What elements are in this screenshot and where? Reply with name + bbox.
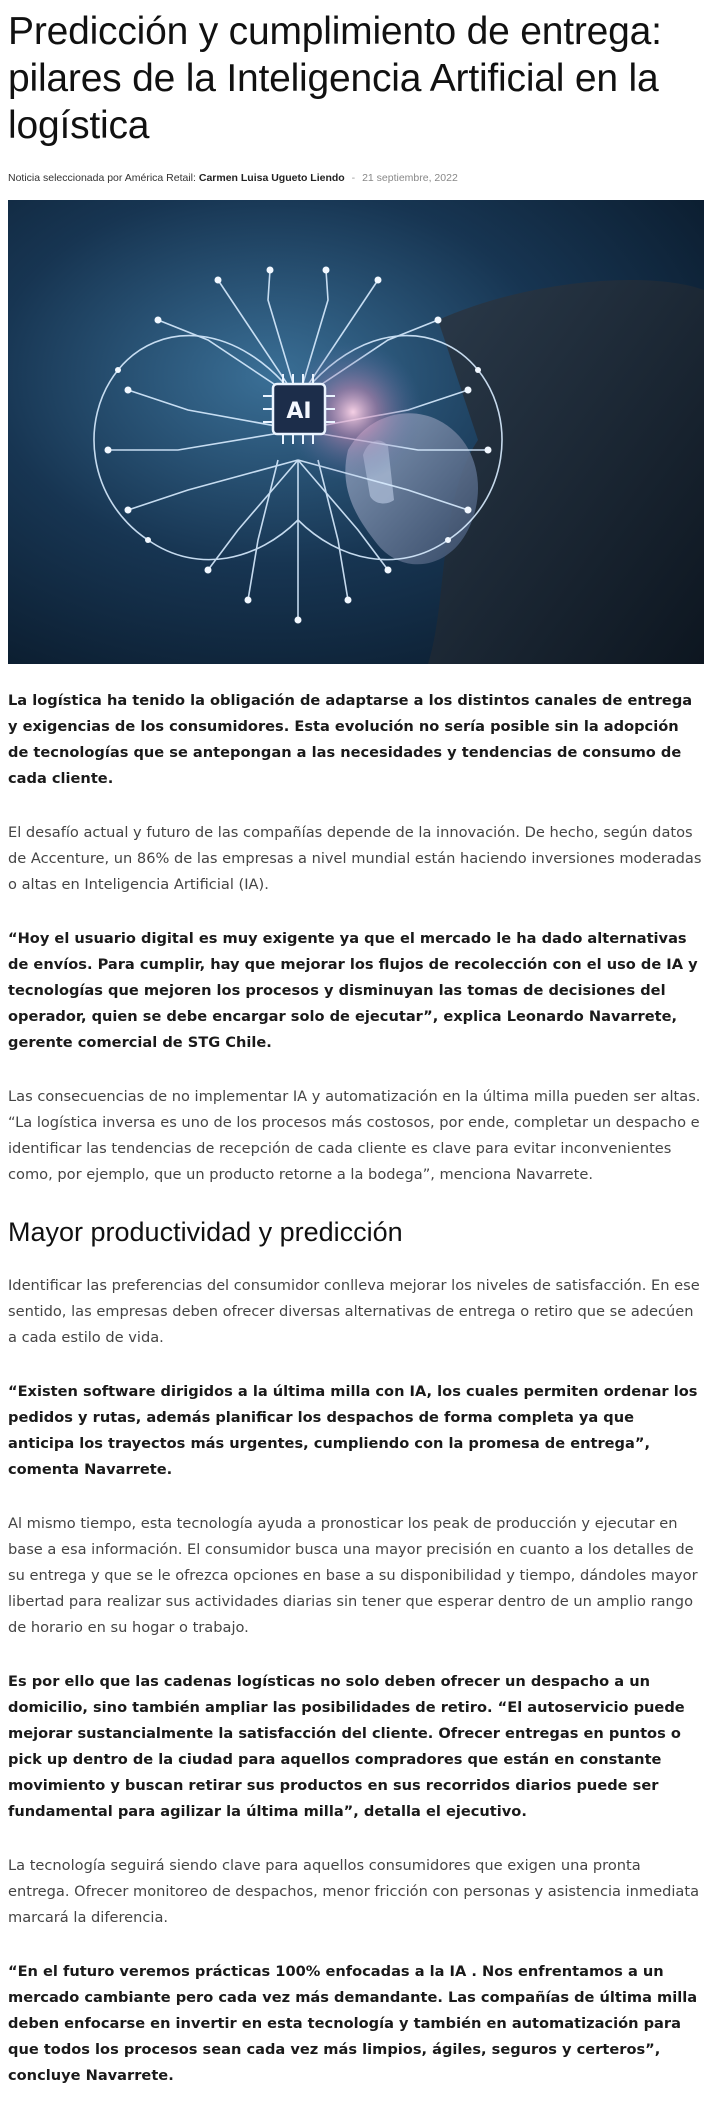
meta-prefix: Noticia seleccionada por América Retail: [8, 172, 196, 184]
paragraph: La tecnología seguirá siendo clave para aquellos consumidores que exigen una pronta entrega. Ofrecer monitoreo de despachos, menor fricción con personas y asistencia inmediata marcará la diferencia. [8, 1857, 700, 1926]
ai-chip-label: AI [286, 399, 312, 424]
article-title: Predicción y cumplimiento de entrega: pilares de la Inteligencia Artificial en la logística [8, 10, 662, 147]
paragraph: Al mismo tiempo, esta tecnología ayuda a pronosticar los peak de producción y ejecutar en base a esa información. El consumidor busca una mayor precisión en cuanto a los detalles de su entrega y que se le ofrezca opciones en base a su disponibilidad y tiempo, dándoles mayor libertad para realizar sus actividades diarias sin tener que esperar dentro de un amplio rango de horario en su hogar o trabajo. [8, 1515, 698, 1636]
article-body [8, 688, 704, 2117]
section-heading: Mayor productividad y predicción [8, 1217, 403, 1247]
quote-paragraph: Es por ello que las cadenas logísticas no solo deben ofrecer un despacho a un domicilio, sino también ampliar las posibilidades de retiro. “El autoservicio puede mejorar sustancialmente la satisfacción del cliente. Ofrecer entregas en puntos o pick up dentro de la ciudad para aquellos compradores que están en constante movimiento y buscan retirar sus productos en sus recorridos diarios puede ser fundamental para agilizar la última milla”, detalla el ejecutivo. [8, 1673, 685, 1820]
author-link[interactable]: Carmen Luisa Ugueto Liendo [198, 172, 345, 184]
quote-paragraph: “Existen software dirigidos a la última milla con IA, los cuales permiten ordenar los pedidos y rutas, además planificar los despachos de forma completa ya que anticipa los trayectos más urgentes, cumpliendo con la promesa de entrega”, comenta Navarrete. [8, 1383, 698, 1478]
quote-paragraph: “En el futuro veremos prácticas 100% enfocadas a la IA . Nos enfrentamos a un mercado cambiante pero cada vez más demandante. Las compañías de última milla deben enfocarse en invertir en esta tecnología y también en automatización para que todos los procesos sean cada vez más limpios, ágiles, seguros y certeros”, concluye Navarrete. [8, 1963, 698, 2084]
hero-image [8, 200, 704, 664]
ai-chip-icon [263, 374, 335, 444]
paragraph: El desafío actual y futuro de las compañías depende de la innovación. De hecho, según datos de Accenture, un 86% de las empresas a nivel mundial están haciendo inversiones moderadas o altas en Inteligencia Artificial (IA). [8, 824, 702, 893]
article [8, 0, 704, 2084]
paragraph: Identificar las preferencias del consumidor conlleva mejorar los niveles de satisfacción. En ese sentido, las empresas deben ofrecer diversas alternativas de entrega o retiro que se adecúen a cada estilo de vida. [8, 1277, 700, 1346]
lead-paragraph: La logística ha tenido la obligación de adaptarse a los distintos canales de entrega y exigencias de los consumidores. Esta evolución no sería posible sin la adopción de tecnologías que se antepongan a las necesidades y tendencias de consumo de cada cliente. [8, 692, 693, 787]
publish-date: 21 septiembre, 2022 [362, 172, 458, 184]
meta-separator: - [351, 172, 356, 184]
article-meta [8, 169, 704, 187]
paragraph: Las consecuencias de no implementar IA y automatización en la última milla pueden ser altas. “La logística inversa es uno de los procesos más costosos, por ende, completar un despacho e identificar las tendencias de recepción de cada cliente es clave para evitar inconvenientes como, por ejemplo, que un producto retorne a la bodega”, menciona Navarrete. [8, 1088, 701, 1183]
quote-paragraph: “Hoy el usuario digital es muy exigente ya que el mercado le ha dado alternativas de envíos. Para cumplir, hay que mejorar los flujos de recolección con el uso de IA y tecnologías que mejoren los procesos y disminuyan las tomas de decisiones del operador, quien se debe encargar solo de ejecutar”, explica Leonardo Navarrete, gerente comercial de STG Chile. [8, 930, 698, 1051]
